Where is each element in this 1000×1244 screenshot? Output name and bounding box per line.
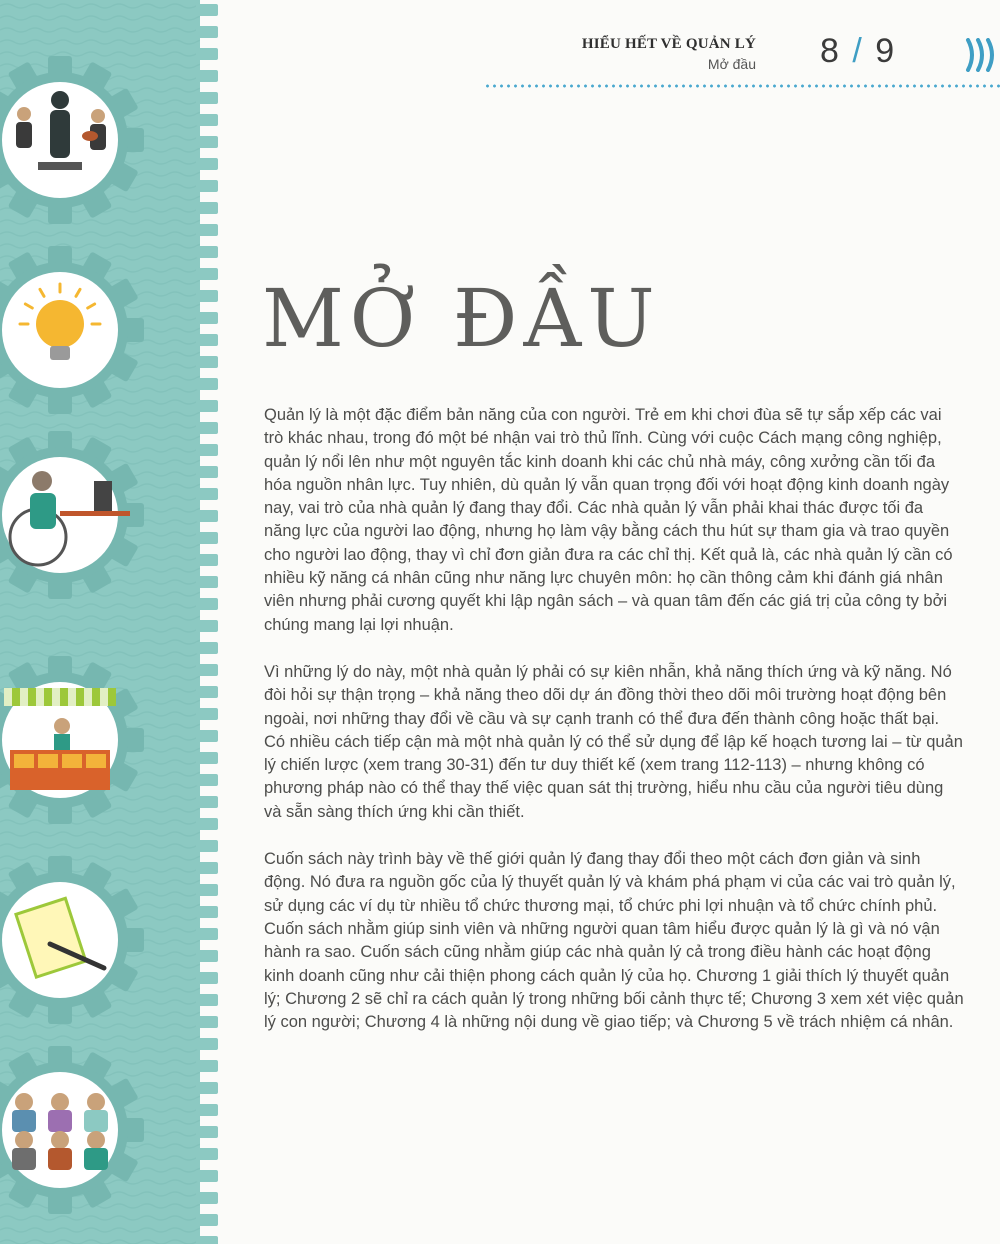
header-dotted-divider: [484, 84, 1000, 88]
page-separator: /: [852, 32, 876, 70]
body-text: [264, 404, 964, 1058]
page-numbers: [820, 32, 896, 71]
section-subtitle: Mở đầu: [707, 56, 756, 72]
paragraph: Quản lý là một đặc điểm bản năng của con người. Trẻ em khi chơi đùa sẽ tự sắp xếp các vai trò khác nhau, trong đó một bé nhận vai trò thủ lĩnh. Cùng với cuộc Cách mạng công nghiệp, quản lý nổi lên như một nguyên tắc kinh doanh khi các chủ nhà máy, công xưởng cần tối đa hóa nguồn nhân lực. Tuy nhiên, dù quản lý vẫn quan trọng đối với hoạt động kinh doanh ngày nay, vai trò của nhà quản lý đang thay đổi. Các nhà quản lý vẫn phải khai thác được tối đa năng lực của người lao động, nhưng họ làm vậy bằng cách thu hút sự tham gia và trao quyền cho người lao động, thay vì chỉ đơn giản đưa ra các chỉ thị. Kết quả là, các nhà quản lý cần có nhiều kỹ năng cá nhân cũng như năng lực chuyên môn: họ cần thông cảm khi đánh giá nhân viên nhưng phải cương quyết khi lập ngân sách – và quan tâm đến các giá trị của công ty bởi chúng mang lại lợi nhuận.: [264, 406, 953, 634]
paragraph: Cuốn sách này trình bày về thế giới quản lý đang thay đổi theo một cách đơn giản và sinh động. Nó đưa ra nguồn gốc của lý thuyết quản lý và khám phá phạm vi của các vai trò quản lý, sử dụng các ví dụ từ nhiều tổ chức thương mại, tổ chức phi lợi nhuận và tổ chức chính phủ. Cuốn sách nhằm giúp sinh viên và những người quan tâm hiểu được quản lý là gì và nó vận hành ra sao. Cuốn sách cũng nhằm giúp các nhà quản lý cả trong điều hành các hoạt động kinh doanh cũng như cải thiện phong cách quản lý của họ. Chương 1 giải thích lý thuyết quản lý; Chương 2 sẽ chỉ ra cách quản lý trong những bối cảnh thực tế; Chương 3 xem xét việc quản lý con người; Chương 4 là những nội dung về giao tiếp; và Chương 5 về trách nhiệm cá nhân.: [264, 850, 964, 1032]
chevron-right-icon: [964, 38, 1000, 72]
page-header: [480, 30, 1000, 90]
paragraph: Vì những lý do này, một nhà quản lý phải có sự kiên nhẫn, khả năng thích ứng và kỹ năng. Nó đòi hỏi sự thận trọng – khả năng theo dõi dự án đồng thời theo dõi môi trường hoạt động bên ngoài, nơi những thay đổi về cầu và sự cạnh tranh có thể đưa đến thành công hoặc thất bại. Có nhiều cách tiếp cận mà một nhà quản lý có thể sử dụng để lập kế hoạch tương lai – từ quản lý chiến lược (xem trang 30-31) đến tư duy thiết kế (xem trang 112-113) – nhưng không có phương pháp nào có thể thay thế việc quan sát thị trường, hiểu nhu cầu của người tiêu dùng và sẵn sàng thích ứng khi cần thiết.: [264, 662, 963, 821]
page-number-left: 8: [820, 32, 841, 70]
book-title: HIỂU HẾT VỀ QUẢN LÝ: [581, 36, 756, 52]
page-heading: MỞ ĐẦU: [262, 272, 661, 365]
page-number-right: 9: [875, 32, 897, 70]
decorative-gear-sidebar: [0, 0, 220, 1244]
